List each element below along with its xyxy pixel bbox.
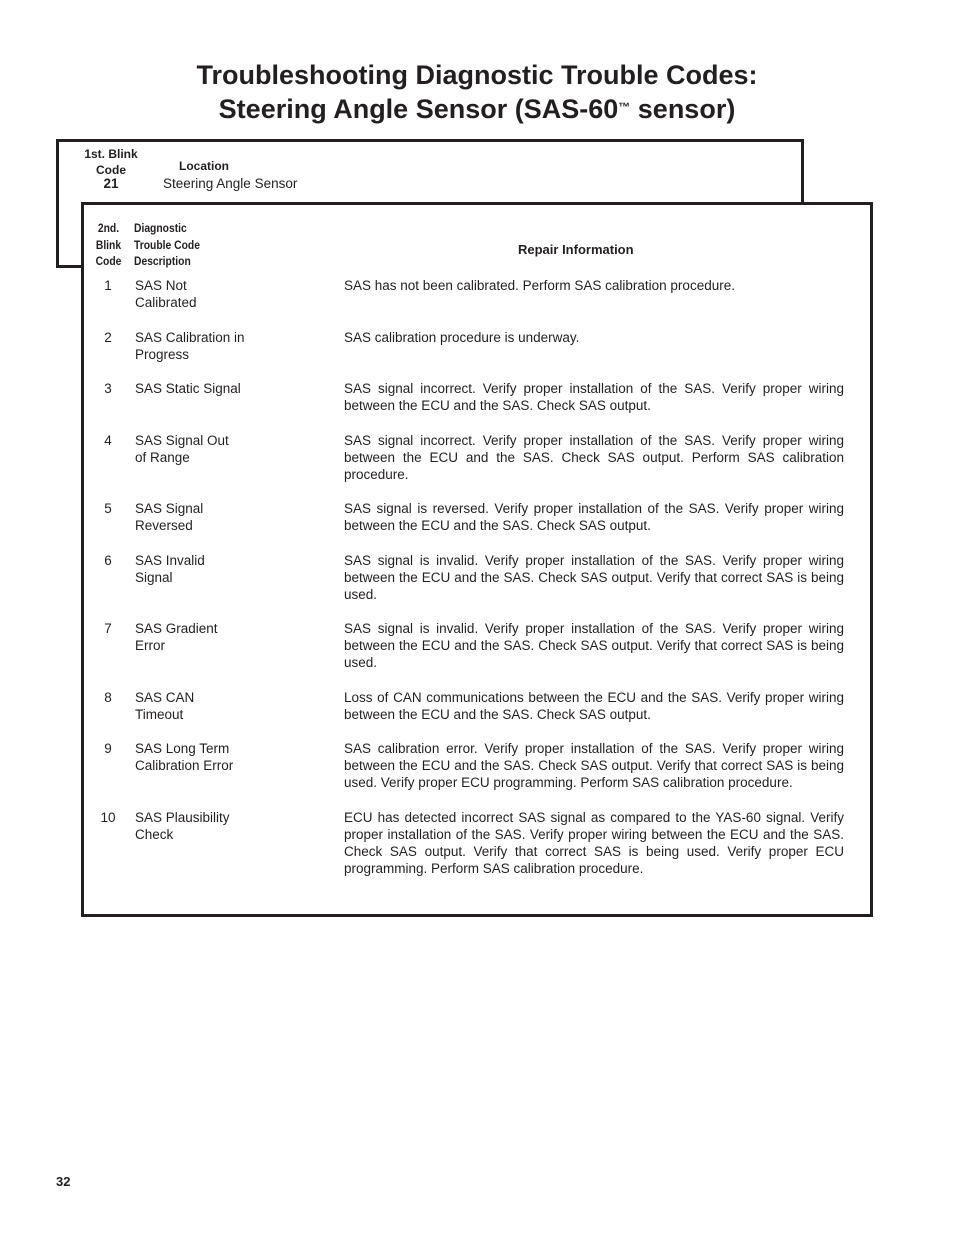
trademark-symbol: ™ <box>618 100 631 114</box>
row-repair-info: SAS calibration procedure is underway. <box>344 330 580 345</box>
row-repair-info: SAS calibration error. Verify proper installation of the SAS. Verify proper wiring between the ECU and the SAS. Check SAS output. Verify that correct SAS is being used. Verify proper ECU programming. Perform SAS calibration procedure. <box>344 741 844 790</box>
first-blink-code-header <box>81 146 141 178</box>
page-number: 32 <box>56 1174 71 1189</box>
desc-header-line-2: Trouble Code <box>134 237 200 252</box>
dtc-table <box>81 202 873 917</box>
row-repair-info: SAS signal incorrect. Verify proper installation of the SAS. Verify proper wiring between the ECU and the SAS. Check SAS output. Perform SAS calibration procedure. <box>344 433 844 482</box>
row-description: SAS Long Term Calibration Error <box>135 741 234 773</box>
page-title <box>0 58 954 126</box>
second-blink-code-header <box>93 220 124 270</box>
row-repair-info: SAS signal is reversed. Verify proper installation of the SAS. Verify proper wiring between the ECU and the SAS. Check SAS output. <box>344 501 844 533</box>
row-description: SAS Signal Out of Range <box>135 433 229 465</box>
row-code: 3 <box>104 381 112 396</box>
row-description: SAS Not Calibrated <box>135 278 197 310</box>
location-header: Location <box>179 159 229 173</box>
row-description: SAS Invalid Signal <box>135 553 205 585</box>
title-line-1: Troubleshooting Diagnostic Trouble Codes: <box>196 60 758 90</box>
row-description: SAS Static Signal <box>135 381 241 396</box>
row-code: 9 <box>104 741 112 756</box>
row-repair-info: SAS signal is invalid. Verify proper installation of the SAS. Verify proper wiring between the ECU and the SAS. Check SAS output. Verify that correct SAS is being used. <box>344 553 844 602</box>
row-description: SAS Plausibility Check <box>135 810 230 842</box>
first-blink-code-value: 21 <box>103 176 119 191</box>
row-repair-info: SAS signal is invalid. Verify proper installation of the SAS. Verify proper wiring between the ECU and the SAS. Check SAS output. Verify that correct SAS is being used. <box>344 621 844 670</box>
title-line-2-main: Steering Angle Sensor (SAS-60 <box>218 94 619 124</box>
desc-header-line-3: Description <box>134 254 191 268</box>
row-code: 7 <box>104 621 112 636</box>
code-header-line-3: Code <box>95 254 122 268</box>
row-description: SAS Calibration in Progress <box>135 330 245 362</box>
description-header <box>134 220 200 270</box>
row-code: 5 <box>104 501 112 516</box>
code-header-line-1: 2nd. <box>97 221 120 235</box>
row-code: 4 <box>104 433 112 448</box>
title-line-2 <box>219 94 736 124</box>
code-header-line-2: Blink <box>95 237 122 252</box>
desc-header-line-1: Diagnostic <box>134 221 187 235</box>
repair-information-header: Repair Information <box>518 242 634 257</box>
row-repair-info: Loss of CAN communications between the ECU and the SAS. Verify proper wiring between the ECU and the SAS. Check SAS output. <box>344 690 844 722</box>
row-code: 6 <box>104 553 112 568</box>
location-value: Steering Angle Sensor <box>163 176 298 191</box>
row-description: SAS CAN Timeout <box>135 690 195 722</box>
row-code: 8 <box>104 690 112 705</box>
row-code: 2 <box>104 330 112 345</box>
row-description: SAS Signal Reversed <box>135 501 204 533</box>
row-repair-info: ECU has detected incorrect SAS signal as compared to the YAS-60 signal. Verify proper installation of the SAS. Verify proper wiring between the ECU and the SAS. Check SAS output. Verify that correct SAS is being used. Verify proper ECU programming. Perform SAS calibration procedure. <box>344 810 844 876</box>
row-code: 10 <box>100 810 116 825</box>
row-description: SAS Gradient Error <box>135 621 218 653</box>
row-repair-info: SAS signal incorrect. Verify proper installation of the SAS. Verify proper wiring between the ECU and the SAS. Check SAS output. <box>344 381 844 413</box>
row-code: 1 <box>104 278 112 293</box>
title-line-2-end: sensor) <box>630 94 736 124</box>
first-blink-header-line-2: Code <box>96 163 126 177</box>
first-blink-header-line-1: 1st. Blink <box>84 147 138 161</box>
row-repair-info: SAS has not been calibrated. Perform SAS calibration procedure. <box>344 278 735 293</box>
